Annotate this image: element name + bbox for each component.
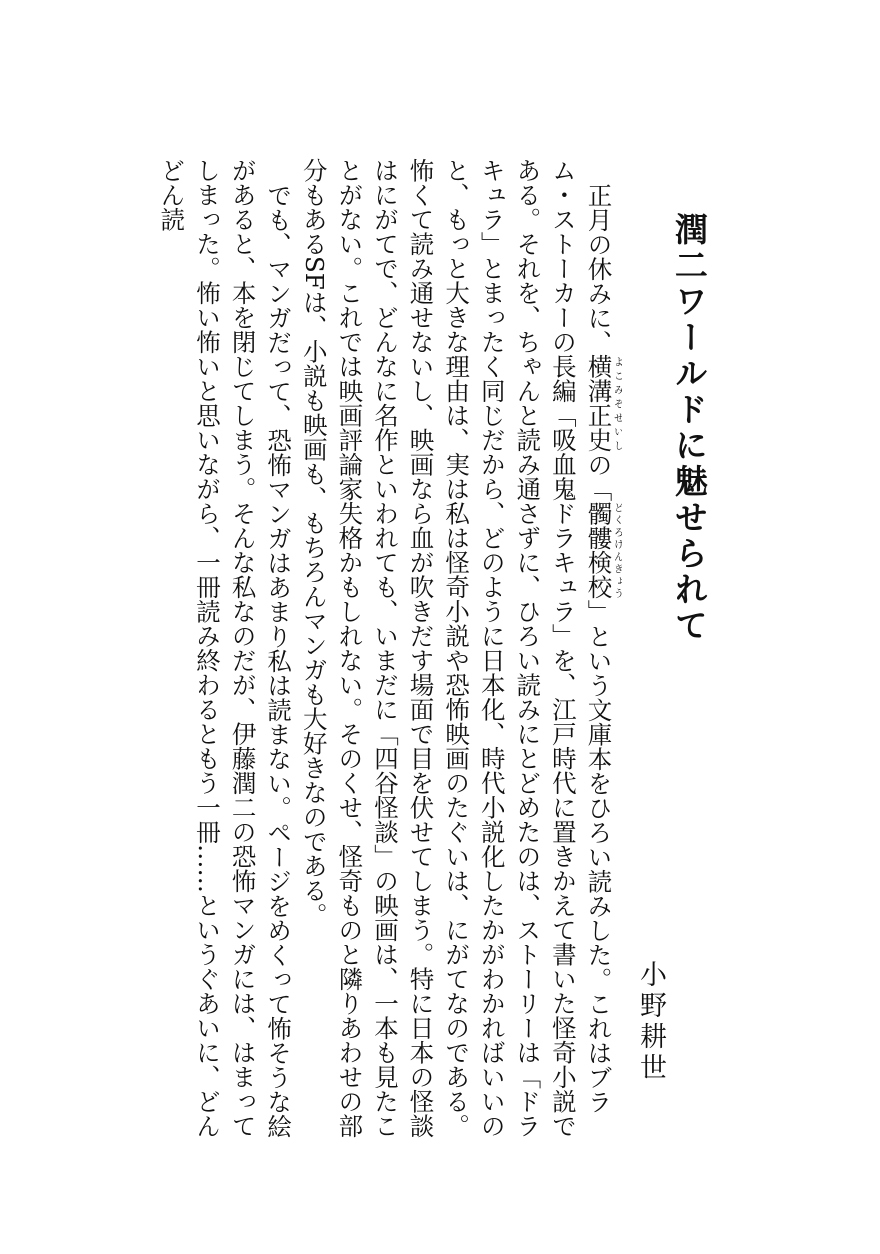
- article-title: 潤二ワールドに魅せられて: [669, 212, 709, 644]
- text-run: 正月の休みに、: [584, 182, 614, 354]
- author-name: 小野耕世: [635, 960, 666, 1084]
- ruby-base: 髑髏検校: [584, 501, 614, 599]
- text-run: の「: [584, 452, 614, 501]
- paragraph: [154, 158, 296, 1138]
- ruby-word: [584, 354, 622, 452]
- ruby-word: [584, 501, 622, 599]
- ruby-base: 横溝正史: [584, 354, 614, 452]
- paragraph: [296, 158, 622, 1138]
- ruby-reading: よこみぞせいし: [611, 354, 622, 452]
- text-run: でも、マンガだって、恐怖マンガはあまり私は読まない。ページをめくって怖そうな絵があると、本を閉じてしまう。そんな私なのだが、伊藤潤二の恐怖マンガには、はまってしまった。怖い怖いと思いながら、一冊読み終わるともう一冊……というぐあいに、どんどん読: [157, 158, 294, 1138]
- text-run: 」という文庫本をひろい読みした。これはブラム・ストーカーの長編「吸血鬼ドラキュラ」を、江戸時代に置きかえて書いた怪奇小説である。それを、ちゃんと読み通さずに、ひろい読みにとどめたのは、ストーリーは「ドラキュラ」とまったく同じだから、どのように日本化、時代小説化したかがわかればいいのと、もっと大きな理由は、実は私は怪奇小説や恐怖映画のたぐいは、にがてなのである。怖くて読み通せないし、映画なら血が吹きだす場面で目を伏せてしまう。特に日本の怪談はにがてで、どんなに名作といわれても、いまだに「四谷怪談」の映画は、一本も見たことがない。これでは映画評論家失格かもしれない。そのくせ、怪奇ものと隣りあわせの部分もあるSFは、小説も映画も、もちろんマンガも大好きなのである。: [299, 158, 614, 1138]
- article-body: [0, 158, 622, 1138]
- ruby-reading: どくろけんぎょう: [611, 501, 622, 599]
